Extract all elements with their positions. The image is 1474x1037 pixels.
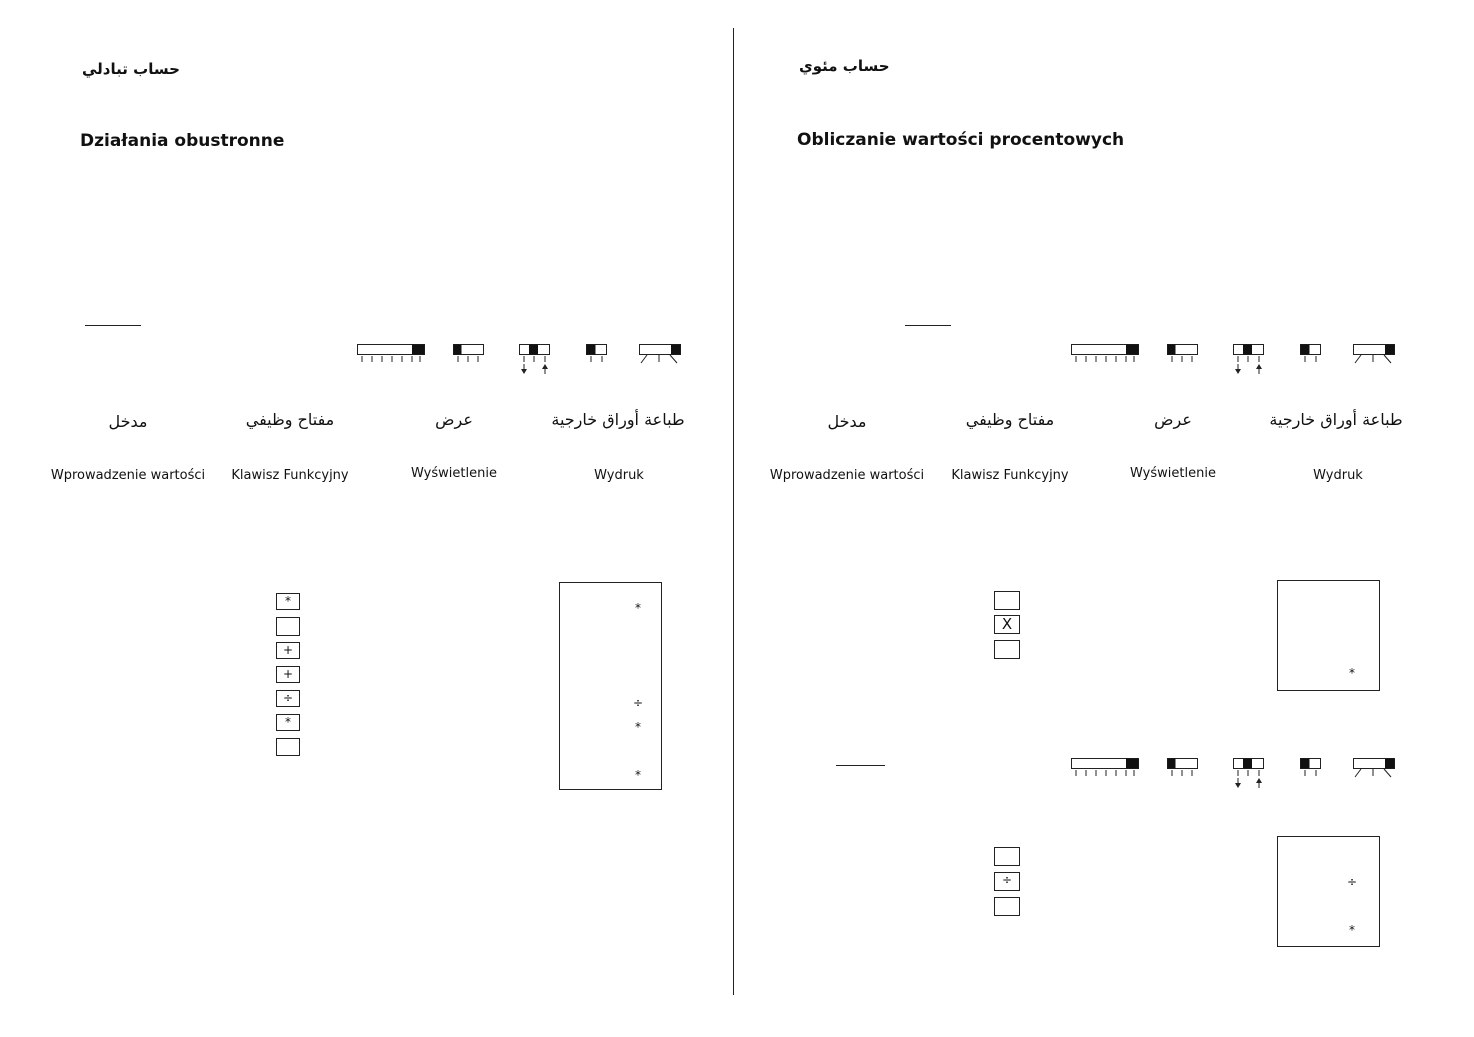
key-multiply: * [276, 593, 300, 610]
col-display-polish: Wyświetlenie [411, 466, 497, 481]
key-blank [994, 897, 1020, 916]
tape-symbol: * [1349, 666, 1355, 680]
col-function-key-arabic: مفتاح وظيفي [965, 410, 1055, 429]
key-multiply: * [276, 714, 300, 731]
col-function-key-polish: Klawisz Funkcyjny [951, 468, 1069, 483]
key-blank [994, 640, 1020, 659]
col-input-arabic: مدخل [827, 412, 867, 431]
left-polish-title: Działania obustronne [80, 131, 285, 151]
switch-settings-diagram [1071, 758, 1397, 790]
input-underline [836, 765, 885, 766]
right-arabic-title: حساب مئوي [799, 57, 890, 75]
printout-tape [559, 582, 662, 790]
tape-symbol: * [635, 768, 641, 782]
col-display-arabic: عرض [1154, 410, 1192, 429]
key-blank [276, 617, 300, 636]
switch-settings-diagram [357, 344, 683, 376]
tape-symbol: ÷ [632, 696, 644, 710]
input-underline [905, 325, 951, 326]
printout-tape [1277, 580, 1380, 691]
tape-symbol: * [635, 720, 641, 734]
page-divider [733, 28, 734, 995]
key-plus: + [276, 666, 300, 683]
col-printout-polish: Wydruk [1313, 468, 1363, 483]
col-input-arabic: مدخل [108, 412, 148, 431]
tape-symbol: * [1349, 923, 1355, 937]
tape-symbol: * [635, 601, 641, 615]
key-blank [994, 591, 1020, 610]
key-blank [994, 847, 1020, 866]
key-divide: ÷ [994, 872, 1020, 891]
col-input-polish: Wprowadzenie wartości [769, 468, 925, 483]
col-printout-arabic: طباعة أوراق خارجية [551, 410, 685, 429]
key-blank [276, 738, 300, 756]
right-polish-title: Obliczanie wartości procentowych [797, 130, 1125, 150]
key-multiply: X [994, 615, 1020, 634]
col-function-key-arabic: مفتاح وظيفي [245, 410, 335, 429]
key-plus: + [276, 642, 300, 659]
col-printout-polish: Wydruk [594, 468, 644, 483]
switch-settings-diagram [1071, 344, 1397, 376]
tape-symbol: ÷ [1346, 875, 1358, 889]
col-function-key-polish: Klawisz Funkcyjny [231, 468, 349, 483]
col-display-polish: Wyświetlenie [1130, 466, 1216, 481]
left-arabic-title: حساب تبادلي [82, 60, 180, 78]
key-divide: ÷ [276, 690, 300, 707]
col-input-polish: Wprowadzenie wartości [50, 468, 206, 483]
col-printout-arabic: طباعة أوراق خارجية [1269, 410, 1403, 429]
col-display-arabic: عرض [435, 410, 473, 429]
input-underline [85, 325, 141, 326]
printout-tape [1277, 836, 1380, 947]
